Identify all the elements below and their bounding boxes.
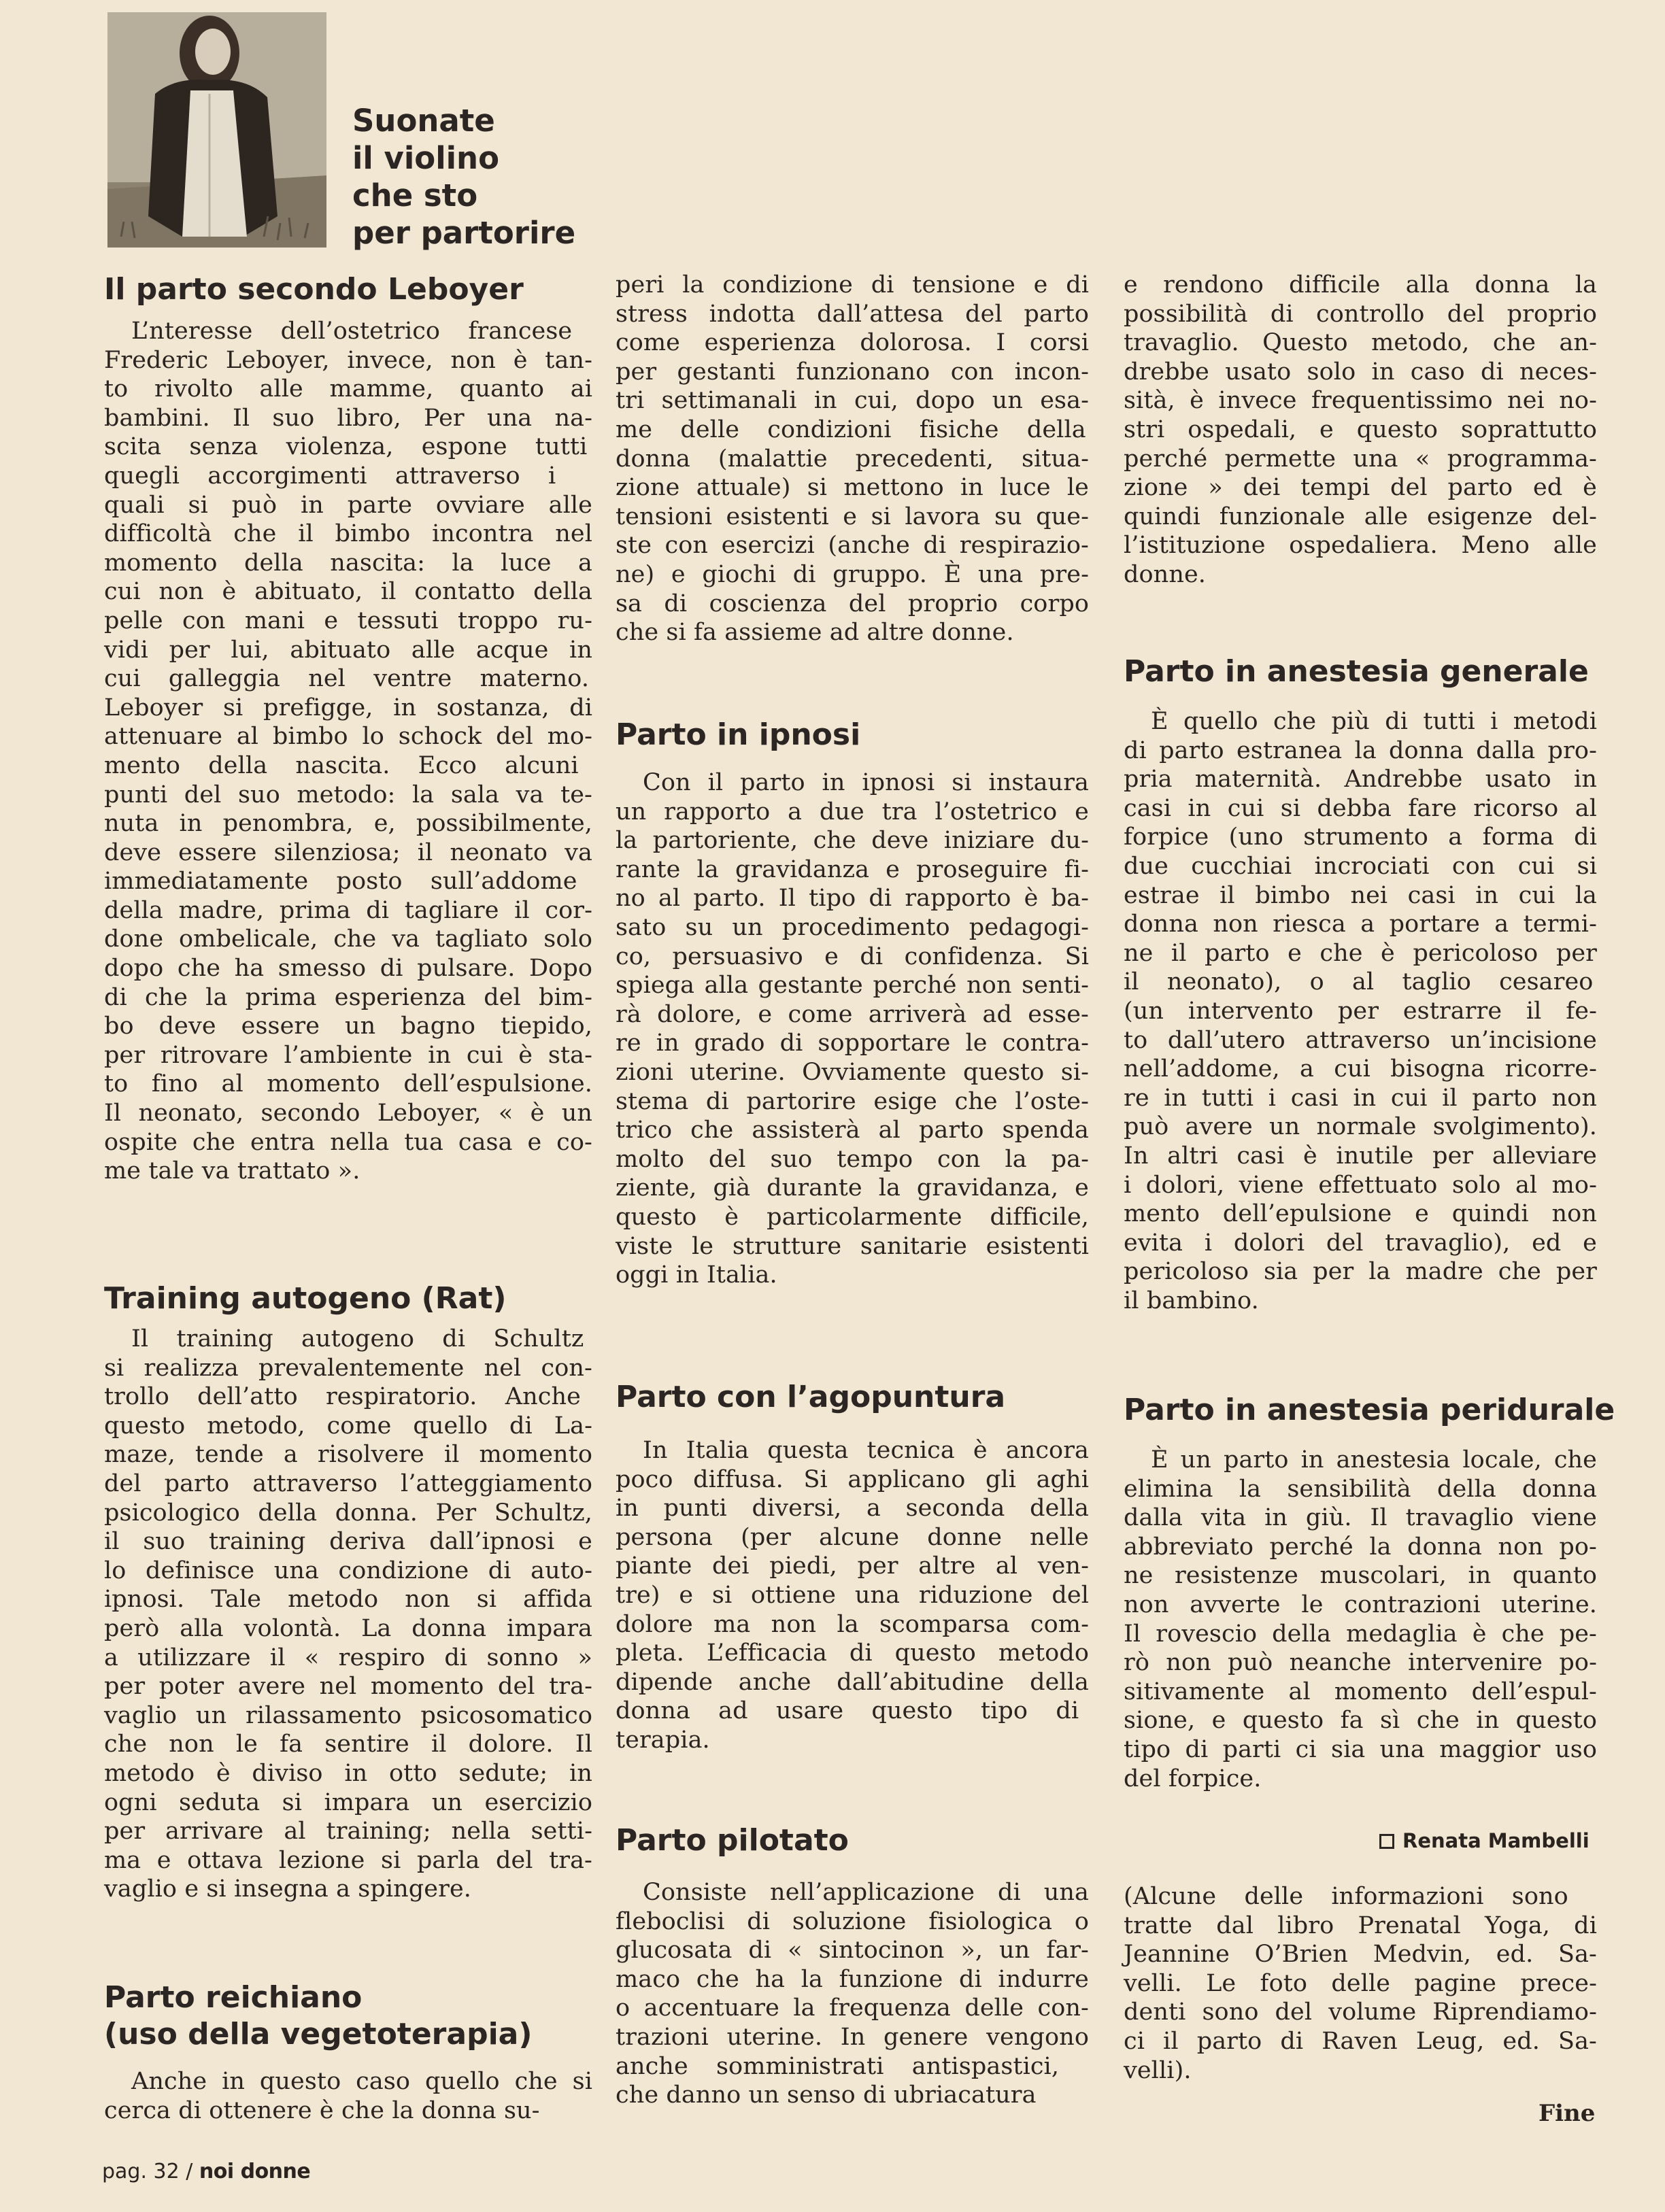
text-line: re in tutti i casi in cui il parto non bbox=[1124, 1084, 1597, 1112]
text-line: la partoriente, che deve iniziare du- bbox=[616, 827, 1089, 855]
text-line: quegli accorgimenti attraverso i bbox=[104, 462, 556, 490]
text-line: come esperienza dolorosa. I corsi bbox=[616, 329, 1089, 357]
text-line: zioni uterine. Ovviamente questo si- bbox=[616, 1058, 1089, 1086]
text-line: donna ad usare questo tipo di bbox=[616, 1697, 1079, 1725]
text-line: possibilità di controllo del proprio bbox=[1124, 300, 1597, 328]
text-line: a utilizzare il « respiro di sonno » bbox=[104, 1644, 592, 1671]
text-line: che non le fa sentire il dolore. Il bbox=[104, 1731, 592, 1758]
headline-line: per partorire bbox=[352, 215, 576, 251]
text-line: In altri casi è inutile per alleviare bbox=[1124, 1142, 1597, 1170]
text-line: zione attuale) si mettono in luce le bbox=[616, 474, 1089, 502]
text-line: me tale va trattato ». bbox=[104, 1157, 360, 1185]
text-line: rante la gravidanza e proseguire fi- bbox=[616, 855, 1089, 883]
text-line: Frederic Leboyer, invece, non è tan- bbox=[104, 346, 592, 374]
text-line: che danno un senso di ubriacatura bbox=[616, 2081, 1037, 2109]
text-line: i dolori, viene effettuato solo al mo- bbox=[1124, 1171, 1597, 1199]
text-line: (un intervento per estrarre il fe- bbox=[1124, 997, 1597, 1025]
section-heading: Parto in anestesia generale bbox=[1124, 654, 1589, 689]
text-line: anche somministrati antispastici, bbox=[616, 2052, 1060, 2080]
text-line: persona (per alcune donne nelle bbox=[616, 1523, 1089, 1551]
section-heading: Parto in anestesia peridurale bbox=[1124, 1393, 1615, 1427]
text-line: co, persuasivo e di confidenza. Si bbox=[616, 942, 1089, 970]
text-line: drebbe usato solo in caso di neces- bbox=[1124, 358, 1597, 386]
paragraph-continuation bbox=[616, 271, 1089, 647]
text-line: ne resistenze muscolari, in quanto bbox=[1124, 1562, 1597, 1590]
text-line: rà dolore, e come arriverà ad esse- bbox=[616, 1000, 1089, 1028]
text-line: tratte dal libro Prenatal Yoga, di bbox=[1124, 1911, 1597, 1939]
headline-line: Suonate bbox=[352, 103, 495, 139]
text-line: però alla volontà. La donna impara bbox=[104, 1614, 592, 1642]
text-line: casi in cui si debba fare ricorso al bbox=[1124, 794, 1597, 822]
text-line: estrae il bimbo nei casi in cui la bbox=[1124, 881, 1597, 909]
text-line: del forpice. bbox=[1124, 1765, 1262, 1792]
text-line: donna non riesca a portare a termi- bbox=[1124, 911, 1597, 938]
text-line: rò non può neanche intervenire po- bbox=[1124, 1649, 1597, 1677]
text-line: stri ospedali, e questo soprattutto bbox=[1124, 415, 1597, 443]
text-line: piante dei piedi, per altre al ven- bbox=[616, 1552, 1089, 1580]
text-line: cui non è abituato, il contatto della bbox=[104, 578, 592, 606]
text-line: me delle condizioni fisiche della bbox=[616, 415, 1086, 443]
paragraph-pilotato bbox=[616, 1878, 1089, 2110]
text-line: (Alcune delle informazioni sono bbox=[1124, 1883, 1568, 1910]
text-line: dopo che ha smesso di pulsare. Dopo bbox=[104, 955, 592, 983]
text-line: forpice (uno strumento a forma di bbox=[1124, 823, 1597, 851]
text-line: metodo è diviso in otto sedute; in bbox=[104, 1759, 592, 1787]
text-line: per gestanti funzionano con incon- bbox=[616, 358, 1089, 386]
article-headline bbox=[352, 102, 597, 252]
text-line: ci il parto di Raven Leug, ed. Sa- bbox=[1124, 2027, 1597, 2055]
text-line: L’nteresse dell’ostetrico francese bbox=[131, 318, 573, 345]
text-line: sa di coscienza del proprio corpo bbox=[616, 590, 1089, 617]
text-line: questo metodo, come quello di La- bbox=[104, 1412, 592, 1440]
page-number: pag. 32 / bbox=[102, 2160, 193, 2183]
text-line: un rapporto a due tra l’ostetrico e bbox=[616, 798, 1089, 826]
text-line: no al parto. Il tipo di rapporto è ba- bbox=[616, 885, 1089, 913]
text-line: punti del suo metodo: la sala va te- bbox=[104, 781, 592, 809]
text-line: tre) e si ottiene una riduzione del bbox=[616, 1581, 1089, 1609]
paragraph-reich bbox=[104, 2067, 592, 2125]
text-line: il bambino. bbox=[1124, 1287, 1259, 1314]
text-line: pleta. L’efficacia di questo metodo bbox=[616, 1639, 1089, 1667]
text-line: velli. Le foto delle pagine prece- bbox=[1124, 1969, 1597, 1997]
text-line: sione, e questo fa sì che in questo bbox=[1124, 1707, 1597, 1735]
text-line: terapia. bbox=[616, 1726, 710, 1754]
paragraph-generale bbox=[1124, 707, 1597, 1315]
text-line: due cucchiai incrociati con cui si bbox=[1124, 852, 1597, 880]
text-line: donna (malattie precedenti, situa- bbox=[616, 445, 1089, 473]
text-line: Leboyer si prefigge, in sostanza, di bbox=[104, 694, 592, 721]
paragraph-continuation bbox=[1124, 271, 1597, 590]
text-line: ogni seduta si impara un esercizio bbox=[104, 1788, 592, 1816]
section-heading: Il parto secondo Leboyer bbox=[104, 272, 524, 307]
text-line: dalla vita in giù. Il travaglio viene bbox=[1124, 1504, 1597, 1532]
text-line: sato su un procedimento pedagogi- bbox=[616, 913, 1089, 941]
text-line: poco diffusa. Si applicano gli aghi bbox=[616, 1465, 1089, 1493]
text-line: mento della nascita. Ecco alcuni bbox=[104, 751, 579, 779]
text-line: spiega alla gestante perché non senti- bbox=[616, 972, 1089, 1000]
text-line: perché permette una « programma- bbox=[1124, 445, 1597, 473]
text-line: Il training autogeno di Schultz bbox=[131, 1325, 584, 1352]
text-line: momento della nascita: la luce a bbox=[104, 549, 592, 577]
text-line: velli). bbox=[1124, 2056, 1192, 2084]
author-name: Renata Mambelli bbox=[1402, 1829, 1590, 1852]
text-line: Jeannine O’Brien Medvin, ed. Sa- bbox=[1124, 1941, 1597, 1969]
text-line: difficoltà che il bimbo incontra nel bbox=[104, 520, 592, 548]
text-line: mento dell’epulsione e quindi non bbox=[1124, 1200, 1597, 1228]
text-line: Con il parto in ipnosi si instaura bbox=[643, 769, 1089, 796]
text-line: lo definisce una condizione di auto- bbox=[104, 1556, 592, 1584]
text-line: evita i dolori del travaglio), ed e bbox=[1124, 1229, 1597, 1257]
text-line: psicologico della donna. Per Schultz, bbox=[104, 1499, 592, 1527]
text-line: In Italia questa tecnica è ancora bbox=[643, 1437, 1089, 1464]
text-line: È un parto in anestesia locale, che bbox=[1151, 1446, 1597, 1474]
text-line: ma e ottava lezione si parla del tra- bbox=[104, 1846, 592, 1874]
text-line: bambini. Il suo libro, Per una na- bbox=[104, 404, 592, 432]
text-line: della madre, prima di tagliare il cor- bbox=[104, 896, 592, 924]
text-line: elimina la sensibilità della donna bbox=[1124, 1475, 1597, 1503]
text-line: del parto attraverso l’atteggiamento bbox=[104, 1469, 592, 1497]
text-line: questo è particolarmente difficile, bbox=[616, 1203, 1089, 1231]
text-line: oggi in Italia. bbox=[616, 1261, 777, 1289]
text-line: per ritrovare l’ambiente in cui è sta- bbox=[104, 1041, 592, 1069]
text-line: o accentuare la frequenza delle con- bbox=[616, 1994, 1089, 2022]
text-line: si realizza prevalentemente nel con- bbox=[104, 1354, 592, 1382]
section-heading: Parto pilotato bbox=[616, 1823, 849, 1858]
text-line: vaglio un rilassamento psicosomatico bbox=[104, 1701, 592, 1729]
text-line: immediatamente posto sull’addome bbox=[104, 868, 577, 896]
text-line: deve essere silenziosa; il neonato va bbox=[104, 838, 592, 866]
text-line: molto del suo tempo con la pa- bbox=[616, 1145, 1089, 1173]
text-line: di parto estranea la donna dalla pro- bbox=[1124, 736, 1597, 764]
text-line: sità, è invece frequentissimo nei no- bbox=[1124, 387, 1597, 415]
text-line: pria maternità. Andrebbe usato in bbox=[1124, 766, 1597, 794]
text-line: per poter avere nel momento del tra- bbox=[104, 1673, 592, 1701]
text-line: l’istituzione ospedaliera. Meno alle bbox=[1124, 532, 1597, 560]
photo-illustration-icon bbox=[107, 12, 326, 248]
text-line: sitivamente al momento dell’espul- bbox=[1124, 1678, 1597, 1705]
text-line: di che la prima esperienza del bim- bbox=[104, 983, 592, 1011]
text-line: Il neonato, secondo Leboyer, « è un bbox=[104, 1100, 592, 1127]
text-line: to dall’utero attraverso un’incisione bbox=[1124, 1026, 1597, 1054]
text-line: maco che ha la funzione di indurre bbox=[616, 1965, 1089, 1993]
text-line: può avere un normale svolgimento). bbox=[1124, 1113, 1597, 1141]
section-heading: Parto con l’agopuntura bbox=[616, 1380, 1006, 1414]
text-line: ziente, già durante la gravidanza, e bbox=[616, 1174, 1089, 1202]
text-line: pericoloso sia per la madre che per bbox=[1124, 1258, 1597, 1286]
text-line: re in grado di sopportare le contra- bbox=[616, 1030, 1089, 1057]
text-line: e rendono difficile alla donna la bbox=[1124, 271, 1597, 299]
headline-line: che sto bbox=[352, 177, 478, 214]
text-line: quali si può in parte ovviare alle bbox=[104, 491, 592, 519]
text-line: Il rovescio della medaglia è che pe- bbox=[1124, 1620, 1597, 1648]
paragraph-ipnosi bbox=[616, 768, 1089, 1290]
text-line: ne il parto e che è pericoloso per bbox=[1124, 939, 1597, 967]
text-line: in punti diversi, a seconda della bbox=[616, 1495, 1089, 1522]
magazine-brand: noi donne bbox=[199, 2160, 311, 2183]
text-line: il neonato), o al taglio cesareo bbox=[1124, 968, 1594, 996]
text-line: viste le strutture sanitarie esistenti bbox=[616, 1232, 1089, 1260]
text-line: scita senza violenza, espone tutti bbox=[104, 433, 588, 461]
text-line: Anche in questo caso quello che si bbox=[131, 2068, 592, 2095]
text-line: dolore ma non la scomparsa com- bbox=[616, 1610, 1089, 1638]
text-line: il suo training deriva dall’ipnosi e bbox=[104, 1528, 592, 1556]
text-line: È quello che più di tutti i metodi bbox=[1151, 708, 1597, 735]
text-line: fleboclisi di soluzione fisiologica o bbox=[616, 1907, 1089, 1935]
paragraph-agopuntura bbox=[616, 1436, 1089, 1755]
text-line: stema di partorire esige che l’oste- bbox=[616, 1087, 1089, 1115]
text-line: ne) e giochi di gruppo. È una pre- bbox=[616, 560, 1089, 588]
text-line: ospite che entra nella tua casa e co- bbox=[104, 1128, 592, 1156]
text-line: nuta in penombra, e, possibilmente, bbox=[104, 810, 592, 838]
text-line: travaglio. Questo metodo, che an- bbox=[1124, 329, 1597, 357]
text-line: cerca di ottenere è che la donna su- bbox=[104, 2096, 540, 2124]
text-line: donne. bbox=[1124, 560, 1206, 588]
text-line: non avverte le contrazioni uterine. bbox=[1124, 1590, 1597, 1618]
text-line: peri la condizione di tensione e di bbox=[616, 271, 1089, 299]
text-line: tipo di parti ci sia una maggior uso bbox=[1124, 1735, 1597, 1763]
text-line: ipnosi. Tale metodo non si affida bbox=[104, 1586, 592, 1614]
text-line: cui galleggia nel ventre materno. bbox=[104, 665, 590, 693]
text-line: trazioni uterine. In genere vengono bbox=[616, 2023, 1089, 2051]
text-line: che si fa assieme ad altre donne. bbox=[616, 619, 1014, 647]
paragraph-leboyer bbox=[104, 317, 592, 1186]
paragraph-note bbox=[1124, 1882, 1597, 2085]
text-line: stress indotta dall’attesa del parto bbox=[616, 300, 1089, 328]
text-line: maze, tende a risolvere il momento bbox=[104, 1441, 592, 1469]
text-line: nell’addome, a cui bisogna ricorre- bbox=[1124, 1055, 1597, 1083]
section-heading: Parto reichiano bbox=[104, 1980, 363, 2015]
text-line: dipende anche dall’abitudine della bbox=[616, 1668, 1089, 1696]
text-line: ste con esercizi (anche di respirazio- bbox=[616, 532, 1089, 560]
square-outline-icon bbox=[1379, 1834, 1394, 1849]
text-line: trollo dell’atto respiratorio. Anche bbox=[104, 1383, 581, 1411]
text-line: abbreviato perché la donna non po- bbox=[1124, 1533, 1597, 1561]
text-line: zione » dei tempi del parto ed è bbox=[1124, 474, 1597, 502]
text-line: per arrivare al training; nella setti- bbox=[104, 1818, 592, 1845]
text-line: bo deve essere un bagno tiepido, bbox=[104, 1013, 592, 1040]
text-line: glucosata di « sintocinon », un far- bbox=[616, 1937, 1089, 1964]
section-heading: (uso della vegetoterapia) bbox=[104, 2017, 533, 2052]
text-line: vidi per lui, abituato alle acque in bbox=[104, 636, 592, 664]
section-heading: Parto in ipnosi bbox=[616, 717, 861, 752]
text-line: tensioni esistenti e si lavora su que- bbox=[616, 503, 1089, 530]
section-heading: Training autogeno (Rat) bbox=[104, 1281, 507, 1316]
text-line: trico che assisterà al parto spenda bbox=[616, 1117, 1089, 1144]
text-line: to rivolto alle mamme, quanto ai bbox=[104, 375, 592, 403]
woman-photo bbox=[107, 12, 326, 248]
text-line: denti sono del volume Riprendiamo- bbox=[1124, 1998, 1597, 2026]
end-marker: Fine bbox=[1538, 2100, 1596, 2127]
text-line: vaglio e si insegna a spingere. bbox=[104, 1875, 471, 1903]
headline-line: il violino bbox=[352, 140, 499, 176]
page-footer bbox=[102, 2160, 310, 2183]
text-line: attenuare al bimbo lo schock del mo- bbox=[104, 723, 592, 751]
author-byline bbox=[1379, 1829, 1590, 1852]
text-line: Consiste nell’applicazione di una bbox=[643, 1879, 1089, 1906]
text-line: to fino al momento dell’espulsione. bbox=[104, 1070, 592, 1098]
text-line: pelle con mani e tessuti troppo ru- bbox=[104, 607, 592, 634]
paragraph-training bbox=[104, 1325, 592, 1904]
paragraph-peridurale bbox=[1124, 1446, 1597, 1793]
text-line: quindi funzionale alle esigenze del- bbox=[1124, 503, 1597, 530]
text-line: done ombelicale, che va tagliato solo bbox=[104, 925, 592, 953]
text-line: tri settimanali in cui, dopo un esa- bbox=[616, 387, 1089, 415]
